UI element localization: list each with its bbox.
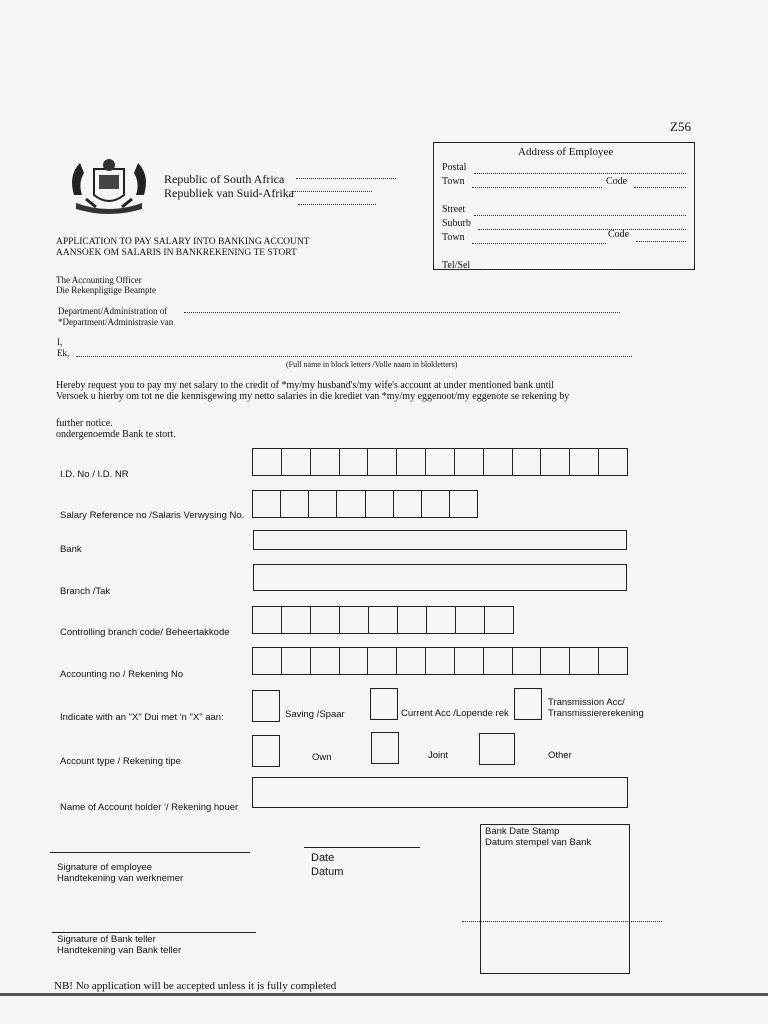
branch-label: Branch /Tak [60,586,111,597]
saving-label: Saving /Spaar [285,709,345,720]
current-label: Current Acc /Lopende rek [401,708,509,719]
own-label: Own [312,752,332,763]
holder-field[interactable] [252,777,628,808]
employee-signature-label: Signature of employee [57,862,153,873]
branch-field[interactable] [253,564,627,591]
saving-checkbox[interactable] [252,690,280,722]
stamp-label-1: Bank Date Stamp [485,826,560,837]
town-label: Town [442,176,465,187]
addressee-line1: The Accounting Officer [56,275,142,285]
other-label: Other [548,750,572,761]
teller-signature-label: Signature of Bank teller [57,934,156,945]
own-checkbox[interactable] [252,735,280,767]
address-box [433,142,695,270]
code2-field[interactable] [636,241,686,242]
addressee-line2: Die Rekenpligtige Beampte [56,285,156,295]
employee-signature-label-af: Handtekening van werknemer [57,873,184,884]
full-name-note: (Full name in block letters /Volle naam in blokletters) [286,360,458,369]
holder-label: Name of Account holder '/ Rekening houer [60,802,239,813]
code-field[interactable] [634,187,686,188]
request-line3: further notice. [56,418,113,429]
salary-ref-field[interactable] [252,490,478,518]
page-bottom-border [0,993,768,996]
town-field[interactable] [472,187,602,188]
transmission-label-1: Transmission Acc/ [548,697,625,708]
suburb-label: Suburb [442,218,471,229]
branch-code-field[interactable] [252,606,514,634]
stamp-label-2: Datum stempel van Bank [485,837,592,848]
code2-label: Code [608,229,630,240]
bank-stamp-box[interactable] [480,824,630,974]
suburb-field[interactable] [478,229,686,230]
account-no-field[interactable] [252,647,628,675]
tel-label: Tel/Sel [442,260,471,271]
date-label: Date [311,852,335,864]
street-label: Street [442,204,466,215]
address-title: Address of Employee [518,146,614,158]
id-no-field[interactable] [252,448,628,476]
current-checkbox[interactable] [370,688,398,720]
department-line2: *Department/Administrasie van [58,317,174,327]
other-checkbox[interactable] [479,733,515,765]
country-af: Republiek van Suid-Afrika [164,186,294,200]
department-line1: Department/Administration of [58,306,168,316]
bank-field[interactable] [253,530,627,550]
town2-field[interactable] [472,243,606,244]
form-title-af: AANSOEK OM SALARIS IN BANKREKENING TE STORT [56,248,297,258]
transmission-label-2: Transmissiererekening [548,708,644,719]
coat-of-arms-icon [66,155,152,217]
applicant-i-af: Ek, [57,348,70,358]
id-no-label: I.D. No / I.D. NR [60,469,129,480]
indicate-label: Indicate with an "X" Dui met 'n "X" aan: [60,712,224,723]
account-type-label: Account type / Rekening tipe [60,756,181,767]
joint-checkbox[interactable] [371,732,399,764]
country-en: Republic of South Africa [164,172,285,186]
full-name-field[interactable] [76,356,632,357]
department-field[interactable] [184,312,620,313]
account-no-label: Accounting no / Rekening No [60,669,184,680]
request-line2: Versoek u hierby om tot ne die kennisgewing my netto salaries in die krediet van *my/my eggenoot/my eggenote se rekening by [56,391,570,402]
postal-label: Postal [442,162,467,173]
transmission-checkbox[interactable] [514,688,542,720]
teller-signature-line[interactable] [52,932,256,933]
request-line4: ondergenoemde Bank te stort. [56,429,176,440]
bank-label: Bank [60,544,82,555]
date-line[interactable] [304,847,420,848]
postal-field[interactable] [474,173,686,174]
employee-signature-line[interactable] [50,852,250,853]
form-code: Z56 [670,119,691,134]
teller-signature-label-af: Handtekening van Bank teller [57,945,182,956]
branch-code-label: Controlling branch code/ Beheertakkode [60,627,230,638]
applicant-i-en: I, [57,337,63,347]
street-field[interactable] [474,215,686,216]
code-label: Code [606,176,628,187]
town2-label: Town [442,232,465,243]
joint-label: Joint [428,750,449,761]
form-title-en: APPLICATION TO PAY SALARY INTO BANKING ACCOUNT [56,237,310,247]
footer-note: NB! No application will be accepted unless it is fully completed [54,980,337,992]
date-label-af: Datum [311,866,344,878]
salary-ref-label: Salary Reference no /Salaris Verwysing No. [60,510,245,521]
tel-field[interactable] [482,269,616,270]
request-line1: Hereby request you to pay my net salary to the credit of *my/my husband's/my wife's account at under mentioned bank until [56,380,554,391]
